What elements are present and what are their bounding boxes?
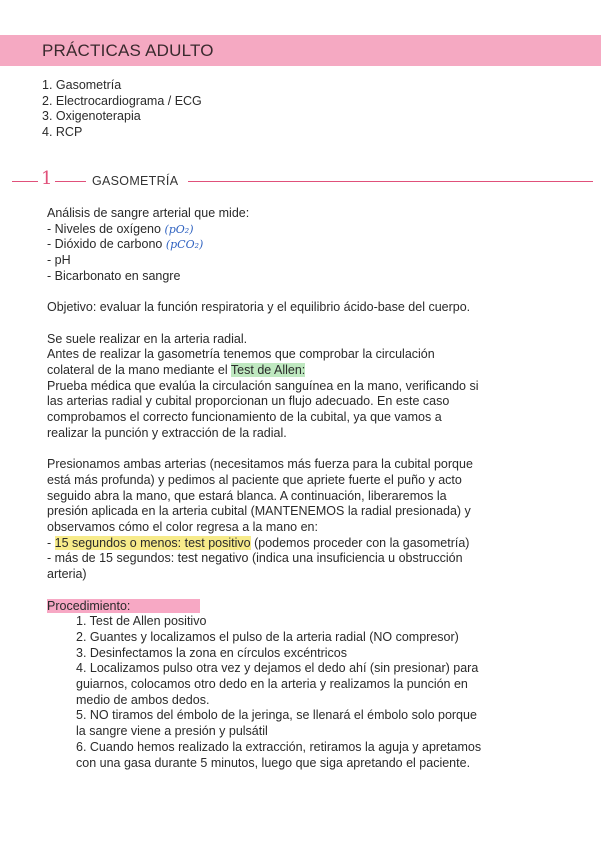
table-of-contents bbox=[42, 78, 202, 140]
procedure-steps bbox=[47, 614, 547, 771]
allen-text: presión aplicada en la arteria cubital (MANTENEMOS la radial presionada) y bbox=[47, 504, 471, 519]
list-item: 5. NO tiramos del émbolo de la jeringa, se llenará el émbolo solo porque bbox=[76, 708, 477, 723]
radial-text: Antes de realizar la gasometría tenemos que comprobar la circulación bbox=[47, 347, 435, 362]
list-item: 4. Localizamos pulso otra vez y dejamos el dedo ahí (sin presionar) para bbox=[76, 661, 479, 676]
section-divider-mid bbox=[55, 181, 86, 182]
section-body bbox=[47, 206, 547, 771]
page-title: PRÁCTICAS ADULTO bbox=[42, 41, 214, 60]
toc-item: 3. Oxigenoterapia bbox=[42, 109, 141, 123]
list-item: 6. Cuando hemos realizado la extracción, retiramos la aguja y apretamos bbox=[76, 739, 482, 754]
radial-text: las arterias radial y cubital proporcionan un flujo adecuado. En este caso bbox=[47, 394, 450, 409]
procedure-title: Procedimiento: bbox=[47, 599, 200, 613]
objective-text: Objetivo: evaluar la función respiratoria y el equilibrio ácido-base del cuerpo. bbox=[47, 300, 471, 315]
intro-lead: Análisis de sangre arterial que mide: bbox=[47, 206, 250, 220]
highlight-positive-test: 15 segundos o menos: test positivo bbox=[54, 535, 251, 550]
allen-text: seguido abra la mano, que estará blanca. A continuación, liberaremos la bbox=[47, 488, 447, 503]
allen-negative: - más de 15 segundos: test negativo (indica una insuficiencia u obstrucción bbox=[47, 551, 463, 566]
radial-text: realizar la punción y extracción de la radial. bbox=[47, 425, 287, 440]
list-item: guiarnos, colocamos otro dedo en la arteria y realizamos la punción en bbox=[76, 677, 468, 692]
toc-item: 4. RCP bbox=[42, 124, 83, 139]
intro-item: - Niveles de oxígeno (pO₂) bbox=[47, 221, 194, 236]
list-item: con una gasa durante 5 minutos, luego que siga apretando el paciente. bbox=[76, 755, 471, 770]
list-item: medio de ambos dedos. bbox=[76, 692, 210, 707]
section-divider-left bbox=[12, 181, 38, 182]
radial-text: Prueba médica que evalúa la circulación sanguínea en la mano, verificando si bbox=[47, 378, 479, 393]
radial-text: comprobamos el correcto funcionamiento de la cubital, ya que vamos a bbox=[47, 410, 442, 425]
list-item: la sangre viene a presión y pulsátil bbox=[76, 724, 268, 739]
section-title: GASOMETRÍA bbox=[92, 174, 179, 188]
handwritten-note: (pO₂) bbox=[164, 222, 194, 236]
allen-negative: arteria) bbox=[47, 567, 87, 582]
allen-text: está más profunda) y pedimos al paciente que apriete fuerte el puño y acto bbox=[47, 472, 462, 487]
allen-text: Presionamos ambas arterias (necesitamos más fuerza para la cubital porque bbox=[47, 457, 473, 472]
intro-item: - Dióxido de carbono (pCO₂) bbox=[47, 237, 204, 252]
section-divider-right bbox=[188, 181, 593, 182]
toc-item: 1. Gasometría bbox=[42, 78, 122, 92]
allen-positive: - 15 segundos o menos: test positivo (podemos proceder con la gasometría) bbox=[47, 535, 470, 550]
handwritten-note: (pCO₂) bbox=[165, 238, 204, 252]
radial-text: colateral de la mano mediante el Test de Allen: bbox=[47, 363, 306, 377]
section-number: 1 bbox=[41, 168, 53, 189]
list-item: 1. Test de Allen positivo bbox=[76, 614, 207, 629]
highlight-allen-test: Test de Allen: bbox=[230, 363, 306, 377]
allen-text: observamos cómo el color regresa a la mano en: bbox=[47, 520, 318, 535]
procedure-heading bbox=[47, 599, 547, 615]
list-item: 2. Guantes y localizamos el pulso de la arteria radial (NO compresor) bbox=[76, 629, 459, 644]
intro-item: - Bicarbonato en sangre bbox=[47, 268, 181, 283]
radial-text: Se suele realizar en la arteria radial. bbox=[47, 331, 248, 346]
toc-item: 2. Electrocardiograma / ECG bbox=[42, 93, 202, 108]
list-item: 3. Desinfectamos la zona en círculos excéntricos bbox=[76, 645, 347, 660]
intro-item: - pH bbox=[47, 253, 71, 268]
